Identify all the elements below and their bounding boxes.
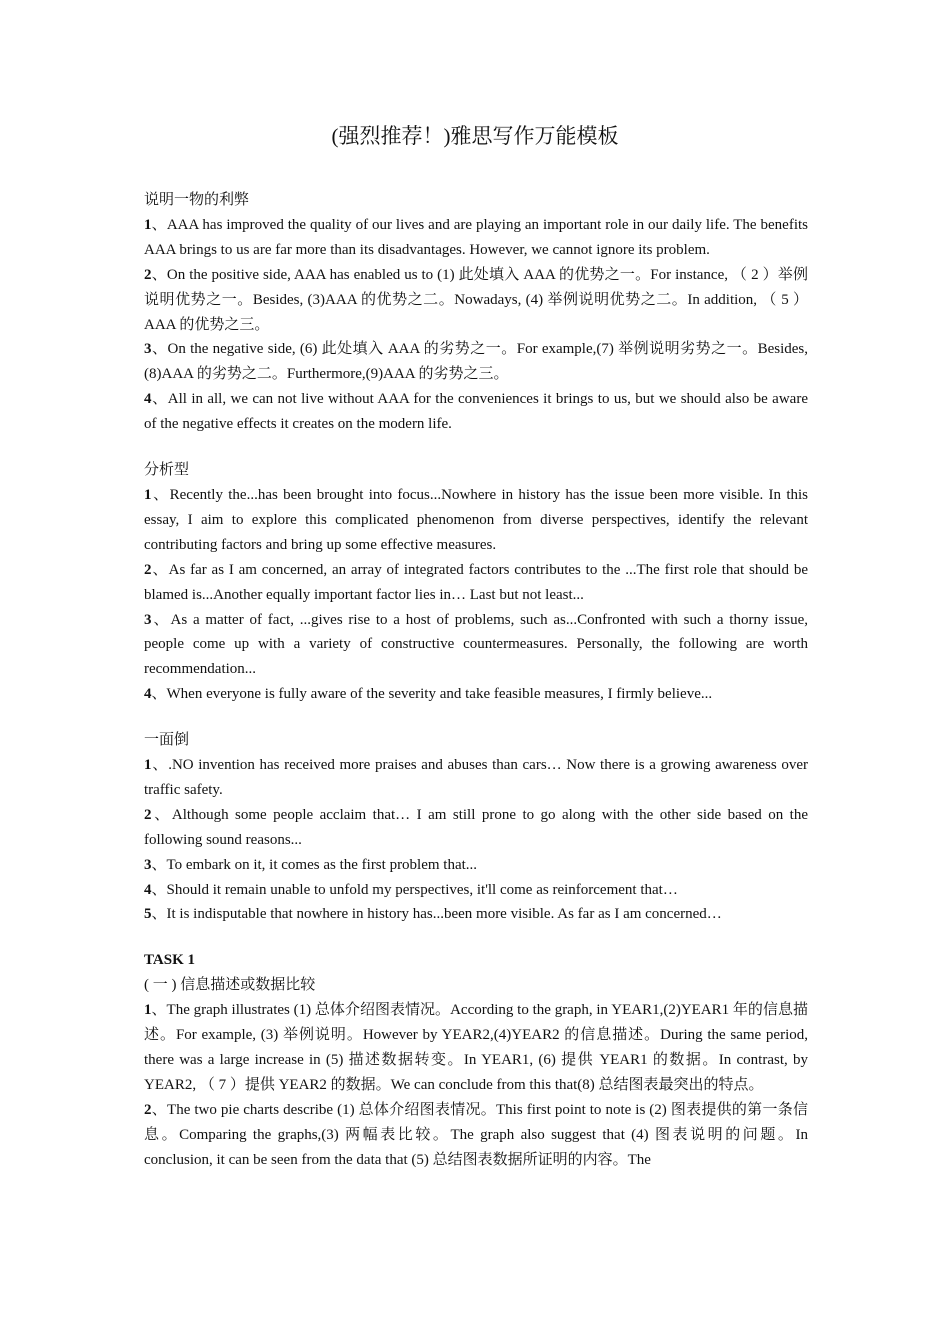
item-text: 、All in all, we can not live without AAA for the conveniences it brings to us, but we should also be aware of the negative effects it creates on the modern life. xyxy=(144,391,808,433)
page-title: (强烈推荐！)雅思写作万能模板 xyxy=(331,124,619,148)
list-item xyxy=(144,483,808,558)
item-number: 1 xyxy=(144,757,152,774)
item-text: 、Should it remain unable to unfold my perspectives, it'll come as reinforcement that… xyxy=(151,881,678,898)
item-text: 、Recently the...has been brought into focus...Nowhere in history has the issue been more visible. In this essay, I aim to explore this complicated phenomenon from diverse perspectives, identify the relevant contributing factors and bring up some effective measures. xyxy=(144,486,808,553)
item-number: 1 xyxy=(144,1002,152,1019)
list-item xyxy=(144,853,808,878)
item-number: 2 xyxy=(144,266,152,283)
list-item xyxy=(144,878,808,903)
item-number: 4 xyxy=(144,686,152,703)
list-item xyxy=(144,337,808,387)
item-text: 、On the positive side, AAA has enabled us to (1) 此处填入 AAA 的优势之一。For instance, （ 2 ）举例说明优势之一。Besides, (3)AAA 的优势之二。Nowadays, (4) 举例说明优势之二。In addition, （ 5 ） AAA 的优势之三。 xyxy=(144,266,808,333)
section-heading: 说明一物的利弊 xyxy=(144,192,250,208)
item-number: 3 xyxy=(144,856,152,873)
item-number: 2 xyxy=(144,1101,152,1118)
item-number: 4 xyxy=(144,391,152,408)
item-number: 3 xyxy=(144,341,152,358)
list-item xyxy=(144,998,808,1098)
list-item xyxy=(144,608,808,683)
item-text: 、The two pie charts describe (1) 总体介绍图表情况。This first point to note is (2) 图表提供的第一条信息。Comparing the graphs,(3) 两幅表比较。The graph also suggest that (4) 图表说明的问题。In conclusion, it can be seen from the data that (5) 总结图表数据所证明的内容。The xyxy=(144,1101,808,1168)
item-number: 3 xyxy=(144,611,152,628)
list-item xyxy=(144,682,808,707)
item-text: 、When everyone is fully aware of the severity and take feasible measures, I firmly believe... xyxy=(151,686,713,703)
item-number: 1 xyxy=(144,486,152,503)
task-heading: TASK 1 xyxy=(144,952,195,969)
item-number: 4 xyxy=(144,881,152,898)
item-number: 5 xyxy=(144,906,152,923)
item-text: 、As far as I am concerned, an array of integrated factors contributes to the ...The first role that should be blamed is...Another equally important factor lies in… Last but not least... xyxy=(144,561,808,603)
item-text: 、The graph illustrates (1) 总体介绍图表情况。According to the graph, in YEAR1,(2)YEAR1 年的信息描述。For example, (3) 举例说明。However by YEAR2,(4)YEAR2 的信息描述。During the same period, there was a large increase in (5) 描述数据转变。In YEAR1, (6) 提供 YEAR1 的数据。In contrast, by YEAR2, （ 7 ）提供 YEAR2 的数据。We can conclude from this that(8) 总结图表最突出的特点。 xyxy=(144,1002,808,1093)
item-text: 、As a matter of fact, ...gives rise to a host of problems, such as...Confronted with such a thorny issue, people come up with a variety of constructive countermeasures. Personally, the following are worth recommendation... xyxy=(144,611,808,678)
section-gap xyxy=(144,437,808,458)
item-number: 2 xyxy=(144,561,152,578)
list-item xyxy=(144,1098,808,1173)
list-item xyxy=(144,558,808,608)
item-text: 、AAA has improved the quality of our lives and are playing an important role in our daily life. The benefits AAA brings to us are far more than its disadvantages. However, we cannot ignore its problem. xyxy=(144,216,808,258)
item-text: 、.NO invention has received more praises and abuses than cars… Now there is a growing awareness over traffic safety. xyxy=(144,757,808,798)
section-heading: 一面倒 xyxy=(144,732,190,749)
item-text: 、Although some people acclaim that… I am still prone to go along with the other side based on the following sound reasons... xyxy=(144,806,808,848)
section-gap xyxy=(144,927,808,948)
item-text: 、To embark on it, it comes as the first problem that... xyxy=(151,856,478,873)
item-text: 、It is indisputable that nowhere in history has...been more visible. As far as I am concerned… xyxy=(151,906,722,923)
list-item xyxy=(144,753,808,803)
document-body xyxy=(144,188,808,1173)
list-item xyxy=(144,263,808,338)
task-subheading: ( 一 ) 信息描述或数据比较 xyxy=(144,977,316,994)
item-number: 2 xyxy=(144,806,152,823)
item-number: 1 xyxy=(144,216,152,233)
list-item xyxy=(144,387,808,437)
list-item xyxy=(144,902,808,927)
section-heading: 分析型 xyxy=(144,462,190,479)
list-item xyxy=(144,213,808,263)
list-item xyxy=(144,803,808,853)
section-gap xyxy=(144,707,808,728)
item-text: 、On the negative side, (6) 此处填入 AAA 的劣势之一。For example,(7) 举例说明劣势之一。Besides,(8)AAA 的劣势之二。Furthermore,(9)AAA 的劣势之三。 xyxy=(144,341,808,383)
